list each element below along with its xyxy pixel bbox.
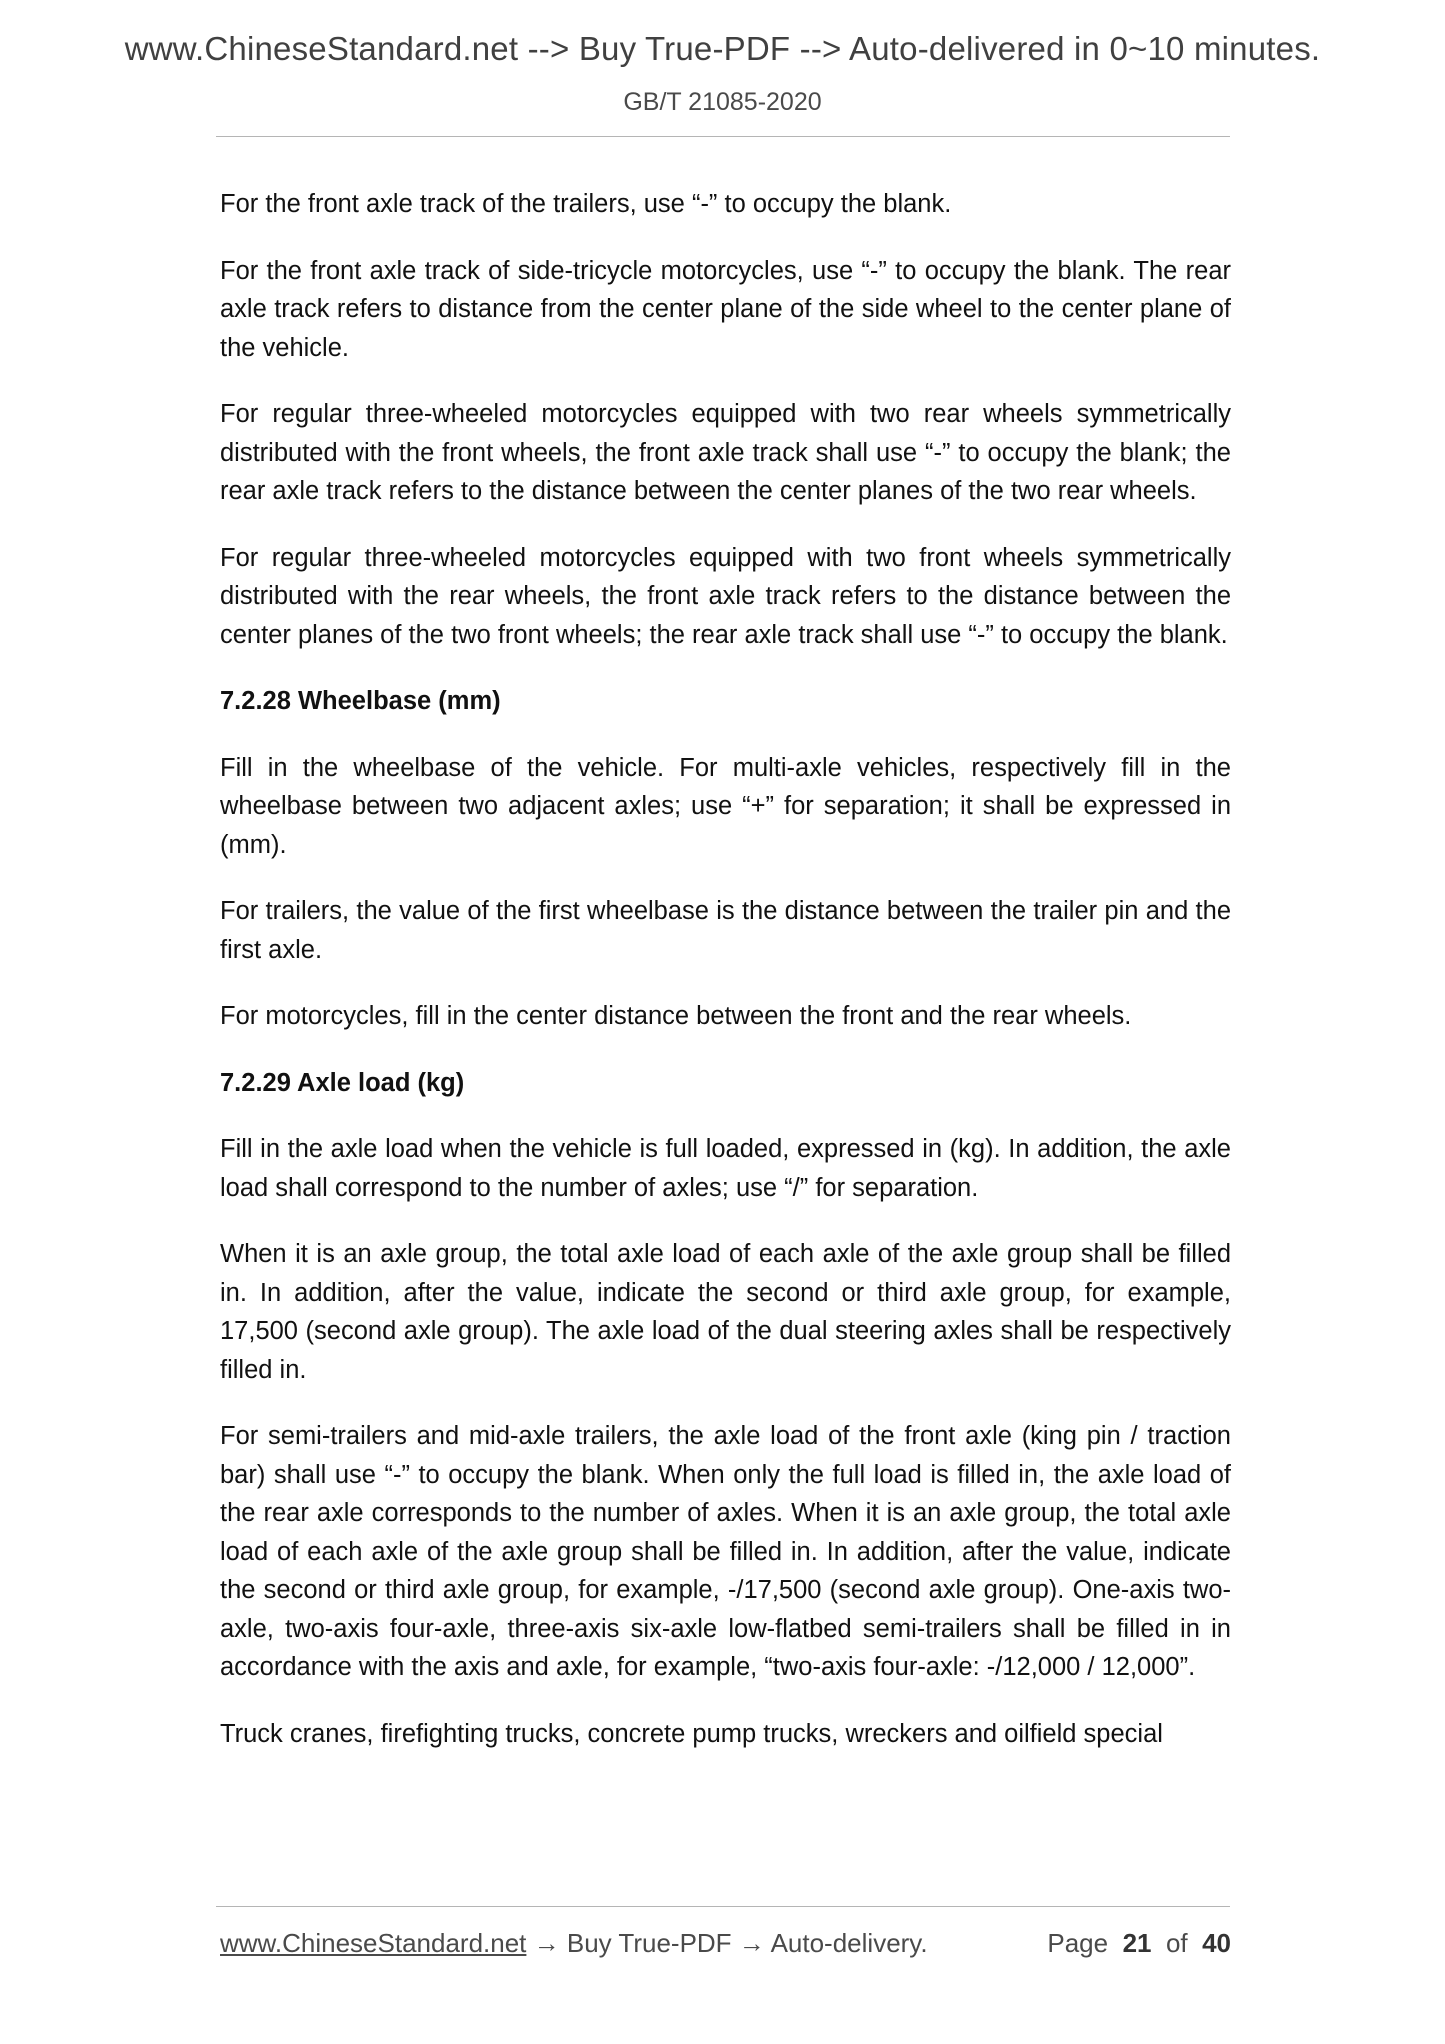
paragraph-axle-group: When it is an axle group, the total axle load of each axle of the axle group shall be filled in. In addition, after the value, indicate the second or third axle group, for example, 17,500 (second axle group). The axle load of the dual steering axles shall be respectively filled in. (220, 1240, 1231, 1384)
footer-promo (220, 1928, 928, 1959)
top-banner: www.ChineseStandard.net --> Buy True-PDF --> Auto-delivered in 0~10 minutes. (124, 30, 1321, 67)
footer-site-link[interactable]: www.ChineseStandard.net (220, 1928, 527, 1958)
page-number (1047, 1928, 1231, 1959)
paragraph-two-rear-wheels: For regular three-wheeled motorcycles equipped with two rear wheels symmetrically distributed with the front wheels, the front axle track shall use “-” to occupy the blank; the rear axle track refers to the distance between the center planes of the two rear wheels. (220, 400, 1231, 505)
footer-promo-text: → Buy True-PDF → Auto-delivery. (526, 1928, 928, 1958)
paragraph-two-front-wheels: For regular three-wheeled motorcycles equipped with two front wheels symmetrically distributed with the rear wheels, the front axle track refers to the distance between the center planes of the two front wheels; the rear axle track shall use “-” to occupy the blank. (220, 543, 1231, 649)
footer-divider (216, 1906, 1230, 1907)
paragraph-wheelbase-trailers: For trailers, the value of the first wheelbase is the distance between the trailer pin and the first axle. (220, 897, 1231, 964)
section-heading-wheelbase: 7.2.28 Wheelbase (mm) (220, 687, 501, 715)
document-code: GB/T 21085-2020 (623, 88, 822, 116)
paragraph-trailer-front-track: For the front axle track of the trailers, use “-” to occupy the blank. (220, 190, 952, 218)
paragraph-wheelbase-fill: Fill in the wheelbase of the vehicle. For multi-axle vehicles, respectively fill in the wheelbase between two adjacent axles; use “+” for separation; it shall be expressed in (mm). (220, 753, 1231, 859)
paragraph-semi-trailers: For semi-trailers and mid-axle trailers, the axle load of the front axle (king pin / traction bar) shall use “-” to occupy the blank. When only the full load is filled in, the axle load of the rear axle corresponds to the number of axles. When it is an axle group, the total axle load of each axle of the axle group shall be filled in. In addition, after the value, indicate the second or third axle group, for example, -/17,500 (second axle group). One-axis two-axle, two-axis four-axle, three-axis six-axle low-flatbed semi-trailers shall be filled in in accordance with the axis and axle, for example, “two-axis four-axle: -/12,000 / 12,000”. (220, 1422, 1231, 1681)
section-heading-axle-load: 7.2.29 Axle load (kg) (220, 1068, 465, 1097)
paragraph-side-tricycle-track: For the front axle track of side-tricycle motorcycles, use “-” to occupy the blank. The rear axle track refers to distance from the center plane of the side wheel to the center plane of the vehicle. (220, 256, 1231, 362)
paragraph-axle-load-fill: Fill in the axle load when the vehicle is full loaded, expressed in (kg). In addition, the axle load shall correspond to the number of axles; use “/” for separation. (220, 1135, 1231, 1202)
page-body (220, 185, 1231, 1781)
paragraph-truck-cranes: Truck cranes, firefighting trucks, concrete pump trucks, wreckers and oilfield special (220, 1719, 1163, 1748)
page-word: Page (1047, 1928, 1109, 1958)
header-divider (216, 136, 1230, 137)
of-word: of (1165, 1928, 1188, 1958)
current-page-number: 21 (1122, 1928, 1152, 1958)
paragraph-wheelbase-motorcycles: For motorcycles, fill in the center distance between the front and the rear wheels. (220, 1002, 1132, 1030)
total-page-count: 40 (1202, 1928, 1231, 1958)
